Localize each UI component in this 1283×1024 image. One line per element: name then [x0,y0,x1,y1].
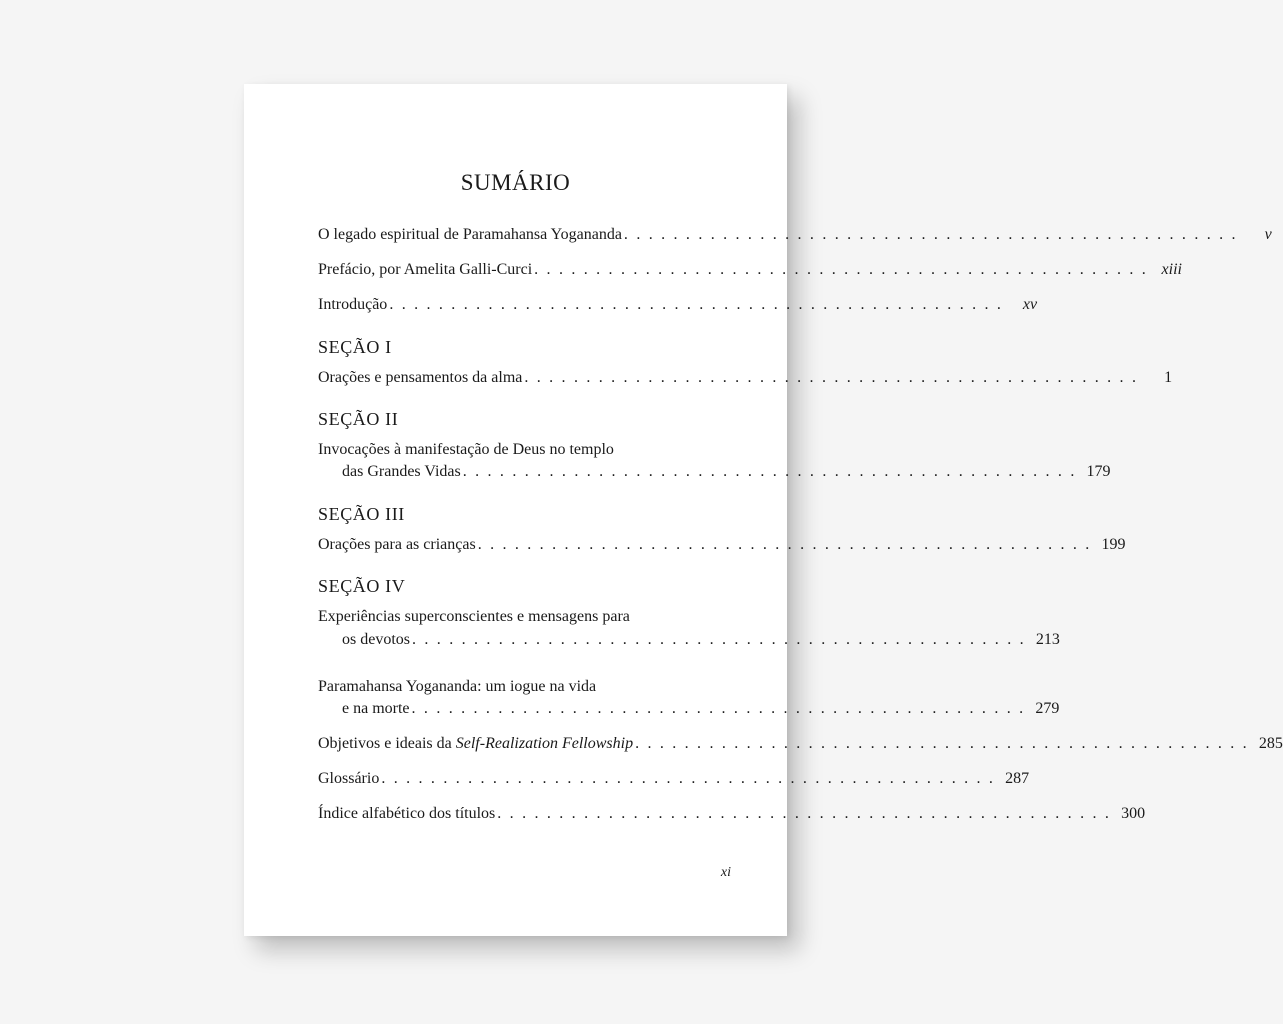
dot-leader: . . . . . . . . . . . . . . . . . . . . . . . . . . . . . . . . . . . . . . . . . . . . . . . . . . [623,226,1238,243]
toc-entry-text: Índice alfabético dos títulos [318,805,496,822]
toc-entry-text: e na morte [342,700,410,717]
page-title: SUMÁRIO [460,170,571,195]
toc-page-number: xiii [1161,261,1182,278]
dot-leader: . . . . . . . . . . . . . . . . . . . . . . . . . . . . . . . . . . . . . . . . . . . . . . . . . . [534,261,1148,278]
dot-leader: . . . . . . . . . . . . . . . . . . . . . . . . . . . . . . . . . . . . . . . . . . . . . . . . . . [412,631,1026,648]
toc-entry-glossario [318,769,1030,789]
toc-entry-oracoes-alma [318,368,1173,388]
dot-leader: . . . . . . . . . . . . . . . . . . . . . . . . . . . . . . . . . . . . . . . . . . . . . . . . . . [462,463,1077,480]
dot-leader: . . . . . . . . . . . . . . . . . . . . . . . . . . . . . . . . . . . . . . . . . . . . . . . . . . [635,735,1249,752]
toc-entry-text: Glossário [318,770,380,787]
book-page [244,84,1283,936]
toc-page-number: 179 [1086,463,1111,480]
toc-entry-text: Invocações à manifestação de Deus no templo [318,441,614,458]
toc-entry-invocacoes [318,462,1111,482]
toc-entry-vida [318,699,1060,719]
dot-leader: . . . . . . . . . . . . . . . . . . . . . . . . . . . . . . . . . . . . . . . . . . . . . . . . . . [524,369,1139,386]
dot-leader: . . . . . . . . . . . . . . . . . . . . . . . . . . . . . . . . . . . . . . . . . . . . . . . . . . [381,770,996,787]
toc-page-number: 300 [1121,805,1146,822]
toc-entry-legado [318,225,1272,245]
toc-entry-text: das Grandes Vidas [342,463,461,480]
toc-entry-text: Prefácio, por Amelita Galli-Curci [318,261,533,278]
toc-page-number: 213 [1035,631,1060,648]
toc-page-number: 279 [1035,700,1060,717]
toc-entry-experiencias [318,630,1060,650]
toc-page-number: 285 [1258,735,1283,752]
toc-entry-text: os devotos [342,631,410,648]
toc-entry-text-plain: Objetivos e ideais da [318,735,452,752]
toc-page-number: 287 [1005,770,1030,787]
toc-entry-text [318,734,633,754]
toc-entry-text: O legado espiritual de Paramahansa Yogananda [318,226,622,243]
toc-entry-text: Experiências superconscientes e mensagens para [318,608,630,625]
page-folio: xi [720,865,731,880]
dot-leader: . . . . . . . . . . . . . . . . . . . . . . . . . . . . . . . . . . . . . . . . . . . . . . . . . . [389,296,1004,313]
section-heading-2: SEÇÃO II [318,409,399,429]
toc-page-number: 199 [1101,536,1126,553]
toc-entry-text: Orações para as crianças [318,536,476,553]
dot-leader: . . . . . . . . . . . . . . . . . . . . . . . . . . . . . . . . . . . . . . . . . . . . . . . . . . [411,700,1026,717]
toc-entry-oracoes-criancas [318,535,1126,555]
toc-page-number: v [1264,226,1272,243]
dot-leader: . . . . . . . . . . . . . . . . . . . . . . . . . . . . . . . . . . . . . . . . . . . . . . . . . . [497,805,1112,822]
toc-entry-text: Orações e pensamentos da alma [318,369,523,386]
toc-page-number: 1 [1164,369,1173,386]
toc-entry-text: Introdução [318,296,388,313]
toc-entry-prefacio [318,260,1182,280]
section-heading-3: SEÇÃO III [318,504,405,524]
toc-entry-text-italic: Self-Realization Fellowship [455,735,634,752]
toc-entry-indice [318,804,1146,824]
toc-entry-introducao [318,295,1038,315]
toc-entry-text: Paramahansa Yogananda: um iogue na vida [318,678,597,695]
dot-leader: . . . . . . . . . . . . . . . . . . . . . . . . . . . . . . . . . . . . . . . . . . . . . . . . . . [477,536,1092,553]
section-heading-4: SEÇÃO IV [318,576,406,596]
toc-page-number: xv [1022,296,1038,313]
toc-entry-objetivos [318,734,1283,754]
section-heading-1: SEÇÃO I [318,337,392,357]
